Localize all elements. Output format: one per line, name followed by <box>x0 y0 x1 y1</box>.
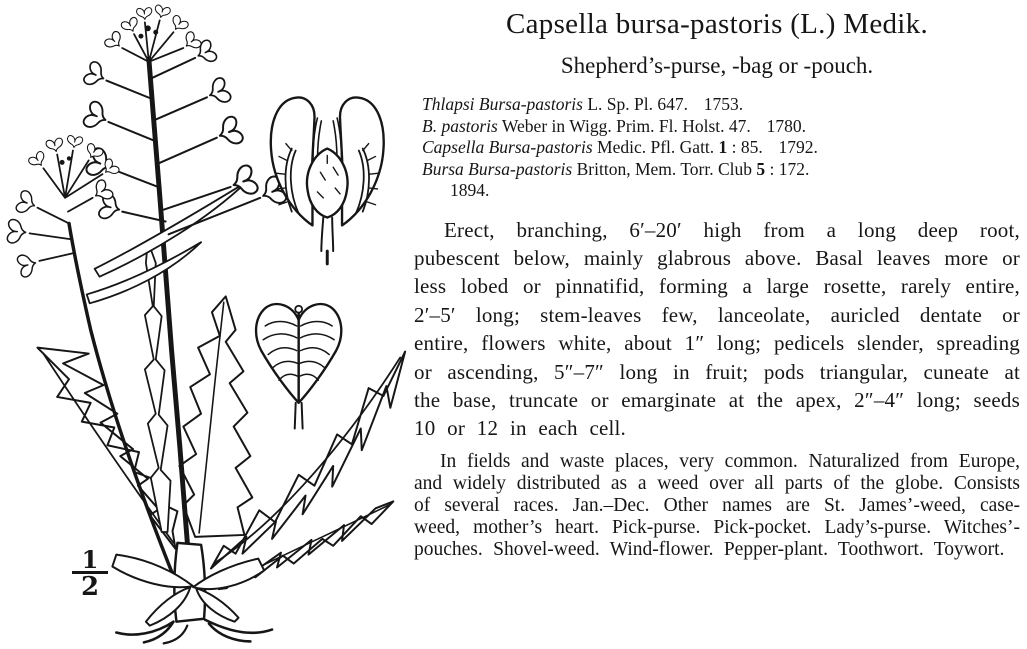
year: 1780. <box>766 115 806 136</box>
synonymy-entry <box>422 137 1020 159</box>
volume-number: 1 <box>718 137 728 157</box>
species-name: B. pastoris <box>422 115 498 136</box>
habitat-paragraph: In fields and waste places, very common. Naturalized from Europe, and widely distributed as a weed over all parts of the globe. Consists of several races. Jan.–Dec. Other names are St. James’-weed, case-weed, mother’s heart. Pick-purse. Pick-pocket. Lady’s-purse. Witches’-pouches. Shovel-weed. Wind-flower. Pepper-plant. Toothwort. Toywort. <box>414 450 1020 560</box>
year: 1792. <box>778 137 818 157</box>
whole-plant-figure <box>7 4 405 643</box>
year: 1753. <box>703 94 744 114</box>
scale-denominator: 2 <box>72 571 108 601</box>
synonymy-continuation: 1894. <box>450 180 490 200</box>
citation-text: Medic. Pfl. Gatt. <box>592 137 719 157</box>
flower-detail-figure <box>271 97 384 263</box>
page-title: Capsella bursa-pastoris (L.) Medik. <box>505 8 929 40</box>
species-name: Thlapsi Bursa-pastoris <box>422 94 583 114</box>
synonymy-list <box>414 94 1020 202</box>
text-column <box>414 8 1020 561</box>
plant-illustration-svg <box>0 0 414 649</box>
volume-number: 5 <box>756 158 766 179</box>
citation-text: Britton, Mem. Torr. Club <box>572 158 757 179</box>
pod-detail-figure <box>256 304 341 428</box>
citation-text: Weber in Wigg. Prim. Fl. Holst. 47. <box>497 115 751 136</box>
scale-fraction <box>72 545 108 602</box>
common-names: Shepherd’s-purse, -bag or -pouch. <box>560 53 874 78</box>
species-name: Capsella Bursa-pastoris <box>422 137 593 157</box>
page-number: : 85. <box>727 137 763 157</box>
synonymy-entry <box>422 116 1020 138</box>
scale-numerator: 1 <box>81 545 99 574</box>
citation-text: L. Sp. Pl. 647. <box>582 94 688 114</box>
page-number: : 172. <box>765 158 810 179</box>
synonymy-entry <box>422 159 1020 181</box>
synonymy-entry <box>422 94 1020 116</box>
description-paragraph: Erect, branching, 6′–20′ high from a long deep root, pubescent below, mainly glabrous above. Basal leaves more or less lobed or pinnatifid, forming a large rosette, rarely entire, 2′–5′ long; stem-leaves few, lanceolate, auricled dentate or entire, flowers white, about 1″ long; pedicels slender, spreading or ascending, 5″–7″ long in fruit; pods triangular, cuneate at the base, truncate or emarginate at the apex, 2″–4″ long; seeds 10 or 12 in each cell. <box>414 217 1020 441</box>
plant-illustration <box>0 0 414 649</box>
species-name: Bursa Bursa-pastoris <box>422 158 573 179</box>
